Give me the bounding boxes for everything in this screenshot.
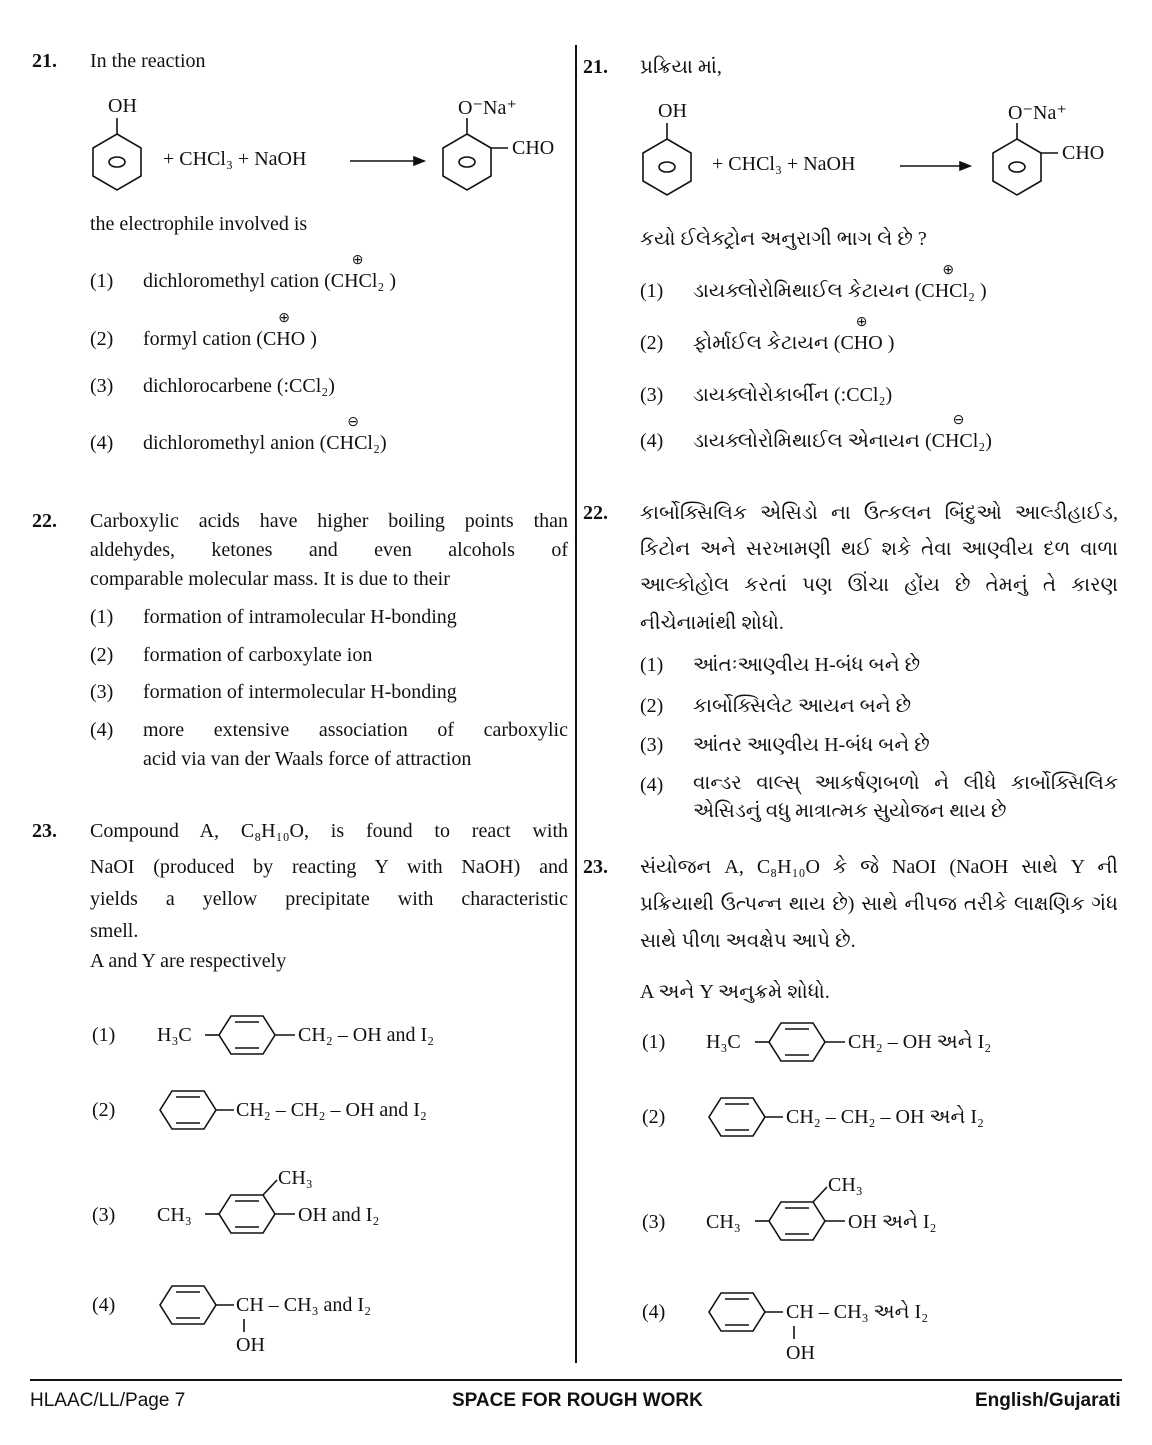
q22-line2-gu: કિટોન અને સરખામણી થઈ શકે તેવા આણ્વીય દળ વાળા [640,538,1118,560]
q23-opt2-num: (2) [92,1099,116,1121]
q23-line4-gu: A અને Y અનુક્રમે શોધો. [640,981,830,1003]
footer-rule [30,1379,1122,1381]
q23-line3: yields a yellow precipitate with characteristic [90,888,568,910]
q21-question-gu: કયો ઈલેક્ટ્રોન અનુરાગી ભાગ લે છે ? [640,228,927,250]
q22-line3-gu: આલ્કોહોલ કરતાં પણ ઊંચા હોંય છે તેમનું તે કારણ [640,574,1118,596]
q22-line1-gu: કાર્બોક્સિલિક એસિડો ના ઉત્કલન બિંદુઓ આલ્ડીહાઈડ, [640,502,1118,524]
q23-opt4-num: (4) [92,1294,116,1316]
reaction-arrow-icon [900,163,980,173]
q22-opt3: formation of intermolecular H-bonding [143,681,457,703]
q23-opt4-post-gu: CH – CH₃ અને I₂ [786,1301,929,1323]
q21-product-sub: CHO [512,137,555,159]
q22-opt4-line1-gu: વાન્ડર વાલ્સ્ આકર્ષણબળો ને લીધે કાર્બોક્સિલિક [693,772,1118,794]
q21-reactant-oh-gu: OH [658,100,687,122]
q23-opt3-num: (3) [92,1204,116,1226]
q23-opt2-num-gu: (2) [642,1106,666,1128]
q22-line3: comparable molecular mass. It is due to their [90,568,450,590]
methylphenol-ring-icon [755,1185,850,1245]
q21-opt4: dichloromethyl anion ( ⊖ CHCl₂) [143,415,387,454]
q22-line2: aldehydes, ketones and even alcohols of [90,539,568,561]
methylphenol-ring-icon [205,1178,300,1238]
q21-opt4-num-gu: (4) [640,430,664,452]
q23-line1-gu: સંયોજન A, C₈H₁₀O કે જે NaOI (NaOH સાથે Y ની [640,856,1118,878]
q22-opt4-num-gu: (4) [640,774,664,796]
q22-opt2-num: (2) [90,644,114,666]
q22-line4-gu: નીચેનામાંથી શોધો. [640,612,784,634]
q21-opt3-gu: ડાયક્લોરોકાર્બીન (:CCl₂) [693,384,893,406]
q21-opt2-num-gu: (2) [640,332,664,354]
q21-question: the electrophile involved is [90,213,308,235]
q23-opt4-num-gu: (4) [642,1301,666,1323]
q21-opt1-gu: ડાયક્લોરોમિથાઈલ કેટાયન ( ⊕ CHCl₂ ) [693,263,987,302]
q22-opt4-line2-gu: એસિડનું વધુ માત્રાત્મક સુયોજન થાય છે [693,800,1007,822]
footer-rough-work: SPACE FOR ROUGH WORK [452,1390,703,1411]
q21-reactant-oh: OH [108,95,137,117]
q23-line2-gu: પ્રક્રિયાથી ઉત્પન્ન થાય છે) સાથે નીપજ તરીકે લાક્ષણિક ગંધ [640,893,1118,915]
q23-opt2-post: CH₂ – CH₂ – OH and I₂ [236,1099,427,1121]
q21-product-group-gu: O⁻Na⁺ [1008,102,1067,124]
q21-number-gu: 21. [583,56,608,78]
q23-opt1-pre: H₃C [157,1024,192,1046]
q23-opt1-post: CH₂ – OH and I₂ [298,1024,435,1046]
footer-language: English/Gujarati [975,1390,1121,1411]
bond-line [793,1326,797,1340]
q22-opt4-line2: acid via van der Waals force of attraction [143,748,472,770]
q23-opt1-num: (1) [92,1024,116,1046]
q23-number-gu: 23. [583,856,608,878]
q22-opt4-num: (4) [90,719,114,741]
q23-opt3-post: OH and I₂ [298,1204,380,1226]
q21-reagents-gu: + CHCl₃ + NaOH [712,153,856,175]
q22-opt1-gu: આંતઃઆણ્વીય H-બંધ બને છે [693,654,921,676]
phenol-ring-icon [640,123,700,193]
q22-line1: Carboxylic acids have higher boiling points than [90,510,568,532]
q22-opt3-num: (3) [90,681,114,703]
q21-opt1-num: (1) [90,270,114,292]
q23-opt4-below-gu: OH [786,1342,815,1364]
q21-reagents: + CHCl₃ + NaOH [163,148,307,170]
q23-opt2-post-gu: CH₂ – CH₂ – OH અને I₂ [786,1106,985,1128]
q21-opt4-gu: ડાયક્લોરોમિથાઈલ એનાયન ( ⊖ CHCl₂) [693,413,992,452]
q21-opt3-num-gu: (3) [640,384,664,406]
q23-opt3-top-gu: CH₃ [828,1174,863,1196]
q22-opt1-num: (1) [90,606,114,628]
q21-opt3-num: (3) [90,375,114,397]
q22-number-gu: 22. [583,502,608,524]
q23-line2: NaOI (produced by reacting Y with NaOH) and [90,856,568,878]
q23-line3-gu: સાથે પીળા અવક્ષેપ આપે છે. [640,930,856,952]
q22-opt1-num-gu: (1) [640,654,664,676]
para-benzene-ring-icon [755,1021,850,1063]
q21-product-sub-gu: CHO [1062,142,1105,164]
q23-opt1-num-gu: (1) [642,1031,666,1053]
q21-stem: In the reaction [90,50,206,72]
q23-opt3-top: CH₃ [278,1167,313,1189]
q22-opt3-num-gu: (3) [640,734,664,756]
q21-number: 21. [32,50,57,72]
para-benzene-ring-icon [205,1014,300,1056]
reaction-arrow-icon [350,158,430,168]
q22-opt2: formation of carboxylate ion [143,644,373,666]
q22-number: 22. [32,510,57,532]
benzene-ring-icon [158,1284,238,1326]
benzene-ring-icon [707,1096,787,1138]
phenol-ring-icon [90,118,150,188]
benzene-ring-icon [707,1291,787,1333]
q23-opt1-pre-gu: H₃C [706,1031,741,1053]
q21-opt1: dichloromethyl cation ( ⊕ CHCl₂ ) [143,253,397,292]
q23-line4: smell. [90,920,139,942]
q23-number: 23. [32,820,57,842]
q23-opt1-post-gu: CH₂ – OH અને I₂ [848,1031,992,1053]
q21-opt4-num: (4) [90,432,114,454]
benzene-ring-icon [158,1089,238,1131]
bond-line [243,1319,247,1333]
q23-opt3-post-gu: OH અને I₂ [848,1211,937,1233]
q21-opt2-gu: ફોર્માઈલ કેટાયન ( ⊕ CHO ) [693,315,895,354]
q23-opt3-pre-gu: CH₃ [706,1211,741,1233]
q21-opt2: formyl cation ( ⊕ CHO ) [143,311,317,350]
q22-opt2-gu: કાર્બોક્સિલેટ આયન બને છે [693,695,912,717]
q21-product-group: O⁻Na⁺ [458,97,517,119]
q23-opt3-pre: CH₃ [157,1204,192,1226]
q23-line5: A and Y are respectively [90,950,287,972]
footer-page-code: HLAAC/LL/Page 7 [30,1390,186,1411]
q23-opt4-post: CH – CH₃ and I₂ [236,1294,372,1316]
q22-opt3-gu: આંતર આણ્વીય H-બંધ બને છે [693,734,930,756]
q23-opt3-num-gu: (3) [642,1211,666,1233]
q23-line1: Compound A, C₈H₁₀O, is found to react with [90,820,568,842]
column-divider [575,45,577,1363]
q21-opt1-num-gu: (1) [640,280,664,302]
q21-opt3: dichlorocarbene (:CCl₂) [143,375,335,397]
q22-opt2-num-gu: (2) [640,695,664,717]
q22-opt1: formation of intramolecular H-bonding [143,606,457,628]
q22-opt4-line1: more extensive association of carboxylic [143,719,568,741]
q23-opt4-below: OH [236,1334,265,1356]
q21-stem-gu: પ્રક્રિયા માં, [640,56,722,78]
q21-opt2-num: (2) [90,328,114,350]
